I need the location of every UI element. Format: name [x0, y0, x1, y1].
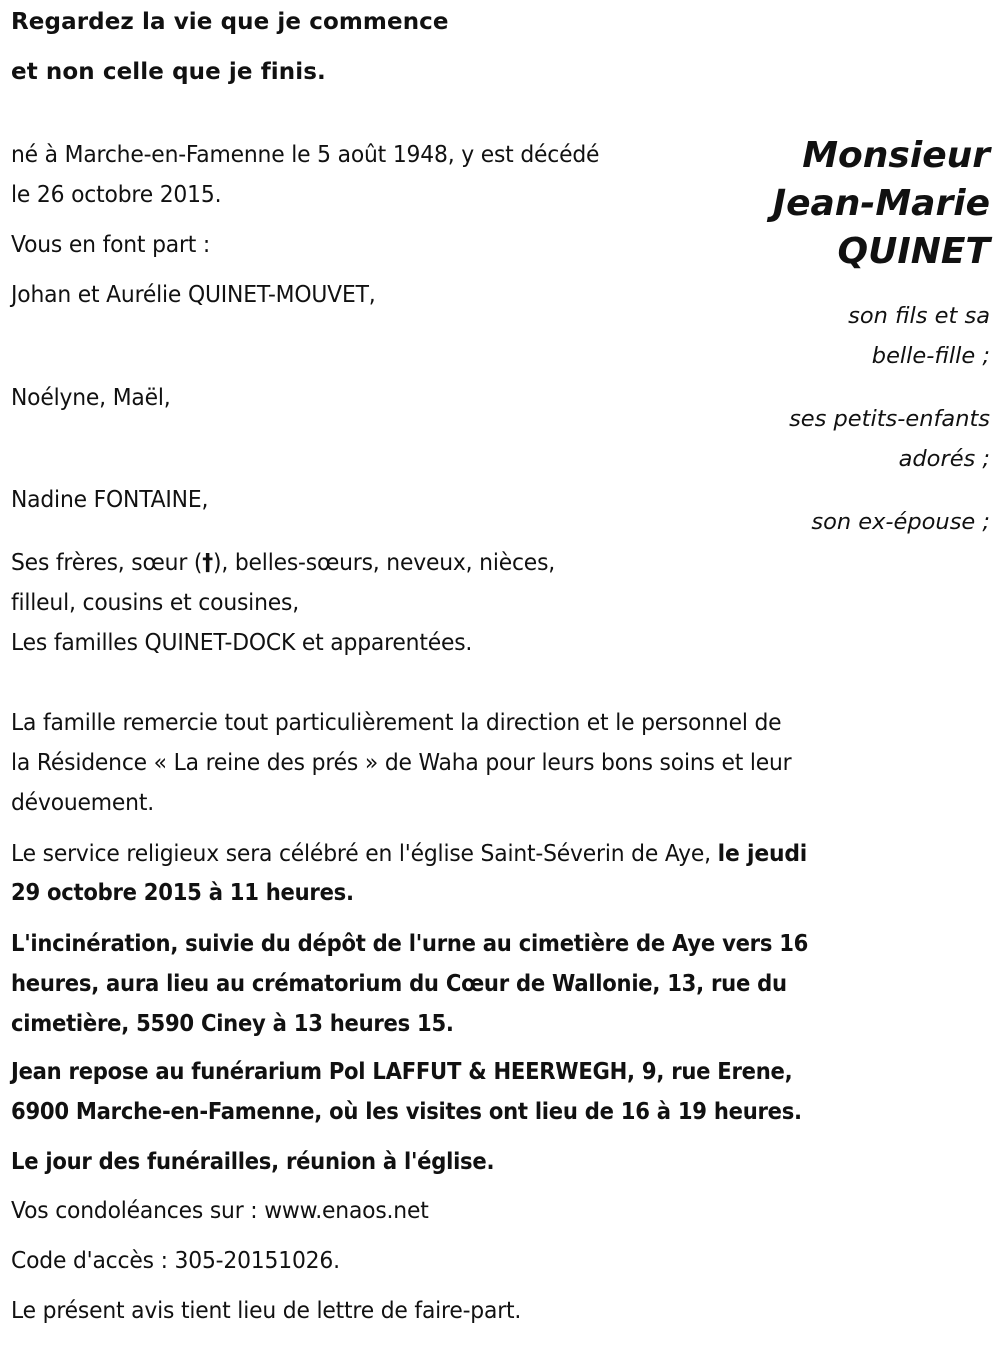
extended-family-line-2: filleul, cousins et cousines, — [11, 588, 299, 616]
condolences-line — [11, 1196, 429, 1224]
relation-grandchildren-line-1: ses petits-enfants — [789, 406, 990, 432]
access-code-label: Code d'accès : — [11, 1246, 175, 1274]
relation-ex-wife: son ex-épouse ; — [811, 509, 990, 535]
access-code-line — [11, 1246, 340, 1274]
cremation-line-2: heures, aura lieu au crématorium du Cœur de Wallonie, 13, rue du — [11, 969, 787, 997]
deceased-title: Monsieur — [802, 135, 990, 176]
funeral-home-line-1: Jean repose au funérarium Pol LAFFUT & HEERWEGH, 9, rue Erene, — [11, 1057, 793, 1085]
extended-family-line-1 — [11, 548, 555, 576]
motto-line-2: et non celle que je finis. — [11, 59, 326, 85]
family-names-grandchildren: Noélyne, Maël, — [11, 383, 171, 411]
extended-family-line-3: Les familles QUINET-DOCK et apparentées. — [11, 628, 473, 656]
thanks-line-1: La famille remercie tout particulièrement la direction et le personnel de — [11, 708, 782, 736]
cremation-line-1: L'incinération, suivie du dépôt de l'urne au cimetière de Aye vers 16 — [11, 929, 809, 957]
service-date-part-1: le jeudi — [717, 839, 808, 867]
family-names-ex-wife: Nadine FONTAINE, — [11, 485, 209, 513]
meeting-note: Le jour des funérailles, réunion à l'église. — [11, 1147, 495, 1175]
thanks-line-3: dévouement. — [11, 788, 154, 816]
motto-line-1: Regardez la vie que je commence — [11, 9, 449, 35]
funeral-home-line-2: 6900 Marche-en-Famenne, où les visites ont lieu de 16 à 19 heures. — [11, 1097, 802, 1125]
relation-son-line-1: son fils et sa — [848, 303, 990, 329]
thanks-line-2: la Résidence « La reine des prés » de Waha pour leurs bons soins et leur — [11, 748, 792, 776]
condolences-link[interactable]: www.enaos.net — [264, 1196, 429, 1224]
extended-family-text-b: ), belles-sœurs, neveux, nièces, — [212, 548, 556, 576]
family-names-son: Johan et Aurélie QUINET-MOUVET, — [11, 280, 376, 308]
service-line-1 — [11, 839, 807, 867]
extended-family-text-a: Ses frères, sœur ( — [11, 548, 203, 576]
access-code-value: 305-20151026. — [174, 1246, 340, 1274]
dagger-icon: † — [202, 548, 213, 576]
deceased-last-name: QUINET — [837, 231, 990, 272]
closing-note: Le présent avis tient lieu de lettre de faire-part. — [11, 1296, 522, 1324]
service-line-2: 29 octobre 2015 à 11 heures. — [11, 878, 354, 906]
condolences-label: Vos condoléances sur : — [11, 1196, 265, 1224]
announcement-intro: Vous en font part : — [11, 230, 211, 258]
birth-death-line-2: le 26 octobre 2015. — [11, 180, 222, 208]
relation-grandchildren-line-2: adorés ; — [898, 446, 990, 472]
deceased-first-name: Jean-Marie — [772, 183, 990, 224]
cremation-line-3: cimetière, 5590 Ciney à 13 heures 15. — [11, 1009, 454, 1037]
birth-death-line-1: né à Marche-en-Famenne le 5 août 1948, y est décédé — [11, 140, 600, 168]
relation-son-line-2: belle-fille ; — [871, 343, 990, 369]
service-text: Le service religieux sera célébré en l'église Saint-Séverin de Aye, — [11, 839, 718, 867]
